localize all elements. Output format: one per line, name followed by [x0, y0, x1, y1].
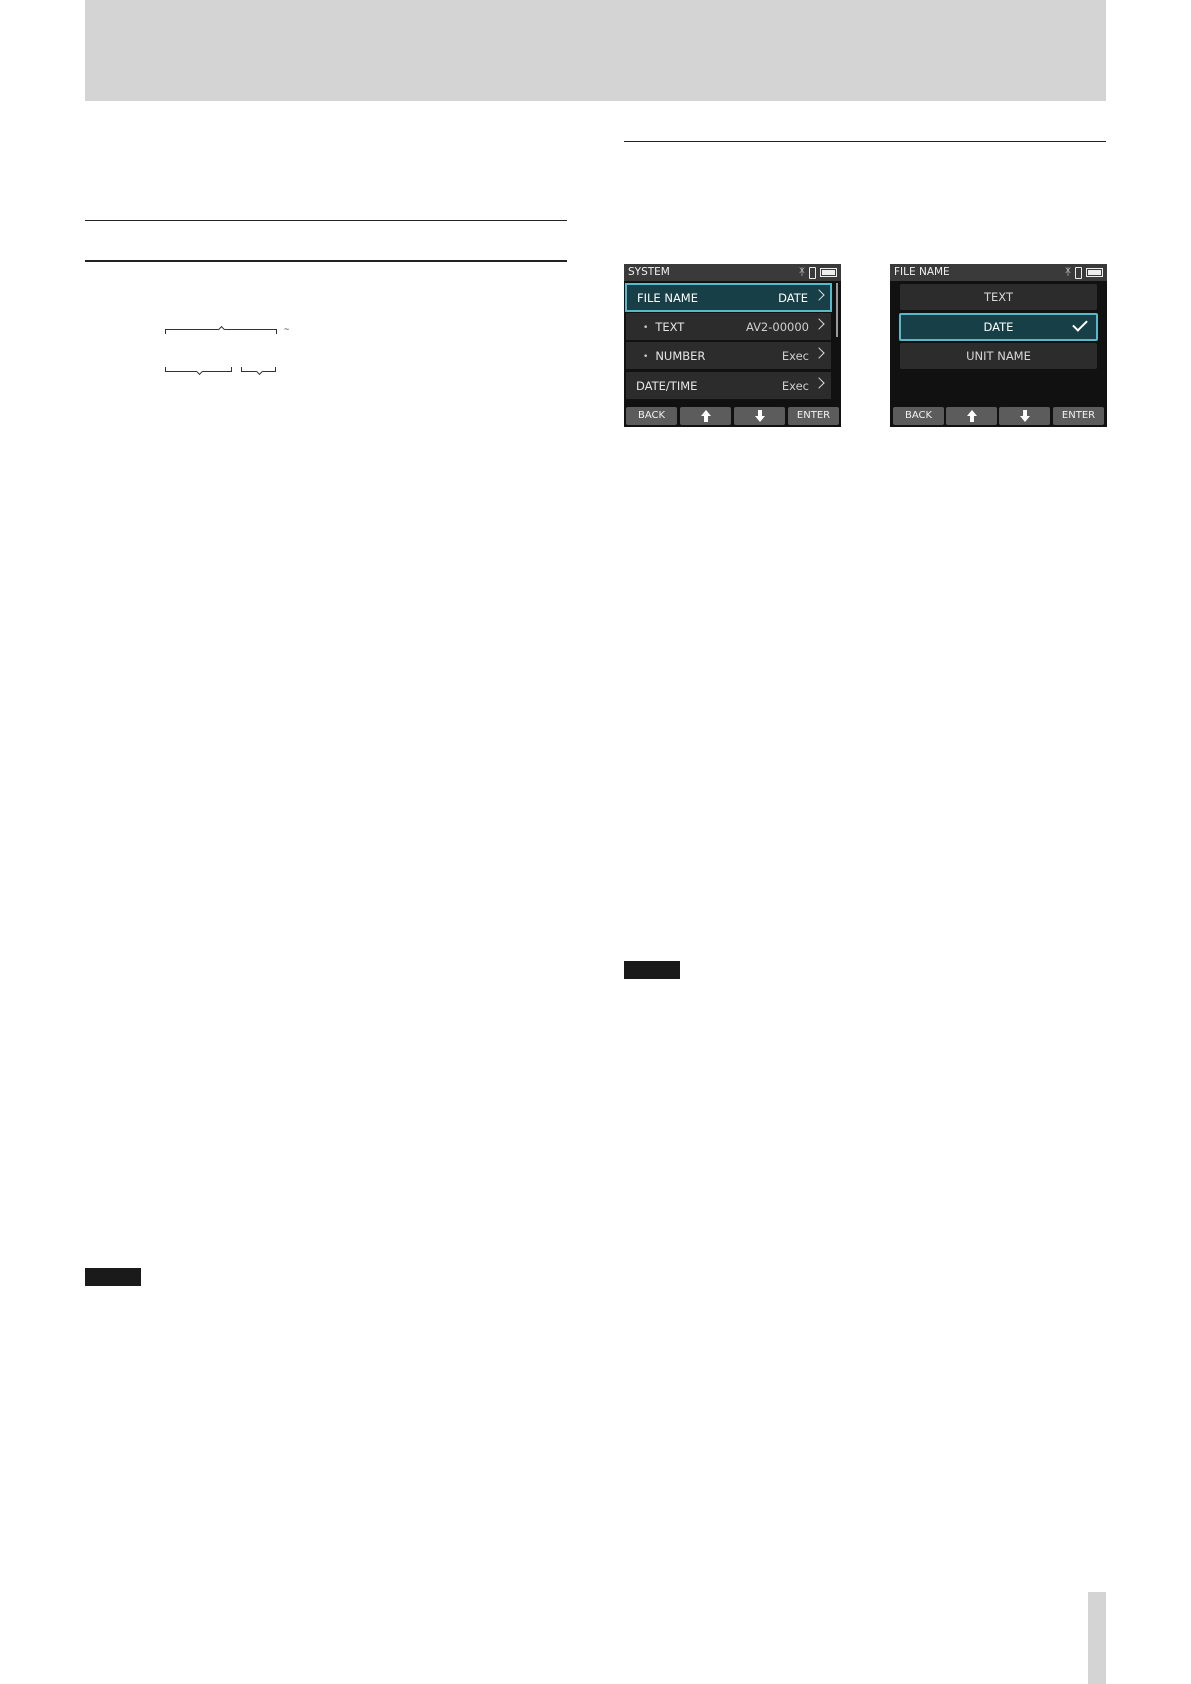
- file-name-screen: [890, 264, 1107, 427]
- option-label: DATE: [983, 320, 1014, 334]
- section-rule-left-top: [85, 220, 567, 221]
- scrollbar[interactable]: [836, 283, 838, 337]
- arrow-up-icon: [967, 410, 977, 422]
- status-icons: [799, 266, 837, 279]
- tilde-mark: ~: [284, 324, 290, 334]
- arrow-down-icon: [1020, 410, 1030, 422]
- screen-title: SYSTEM: [628, 266, 670, 278]
- chevron-right-icon: [813, 377, 824, 388]
- menu-item-number[interactable]: [626, 341, 831, 369]
- enter-button[interactable]: ENTER: [1053, 407, 1104, 425]
- menu-item-date-time[interactable]: [626, 371, 831, 399]
- arrow-up-icon: [701, 410, 711, 422]
- down-button[interactable]: [734, 407, 785, 425]
- battery-icon: [1086, 268, 1103, 277]
- note-tag: [624, 961, 680, 979]
- status-bar: [624, 264, 841, 281]
- chevron-right-icon: [813, 318, 824, 329]
- option-date[interactable]: [899, 313, 1098, 341]
- menu-item-file-name[interactable]: [625, 283, 832, 312]
- phone-icon: [1075, 267, 1082, 279]
- menu-item-text[interactable]: [626, 312, 831, 340]
- up-button[interactable]: [946, 407, 997, 425]
- option-text[interactable]: TEXT: [900, 284, 1097, 310]
- section-rule-left-bottom: [85, 260, 567, 262]
- arrow-down-icon: [755, 410, 765, 422]
- menu-item-value: DATE: [778, 291, 808, 305]
- menu-item-label: FILE NAME: [637, 291, 698, 305]
- menu-item-label: DATE/TIME: [636, 379, 698, 393]
- back-button[interactable]: BACK: [893, 407, 944, 425]
- note-tag: [85, 1268, 141, 1286]
- back-button[interactable]: BACK: [626, 407, 677, 425]
- menu-item-value: AV2-00000: [745, 320, 809, 334]
- bluetooth-icon: ᛡ: [1065, 266, 1071, 278]
- down-button[interactable]: [999, 407, 1050, 425]
- checkmark-icon: [1072, 316, 1088, 332]
- menu-item-label: • TEXT: [643, 320, 684, 334]
- bluetooth-icon: ᛡ: [799, 266, 805, 278]
- phone-icon: [809, 267, 816, 279]
- battery-icon: [820, 268, 837, 277]
- header-band: [85, 0, 1106, 101]
- brace-under-right: [241, 367, 276, 372]
- softkey-bar: [624, 404, 841, 427]
- status-bar: [890, 264, 1107, 281]
- chevron-right-icon: [813, 289, 824, 300]
- chevron-right-icon: [813, 347, 824, 358]
- menu-item-value: Exec: [781, 379, 809, 393]
- brace-over: [165, 329, 277, 334]
- brace-under-left: [165, 367, 232, 372]
- option-unit-name[interactable]: UNIT NAME: [900, 343, 1097, 369]
- status-icons: [1065, 266, 1103, 279]
- page-tab-marker: [1088, 1592, 1106, 1684]
- screen-title: FILE NAME: [894, 266, 950, 278]
- enter-button[interactable]: ENTER: [788, 407, 839, 425]
- softkey-bar: [890, 404, 1107, 427]
- menu-item-label: • NUMBER: [643, 349, 705, 363]
- system-screen: [624, 264, 841, 427]
- up-button[interactable]: [680, 407, 731, 425]
- menu-item-value: Exec: [781, 349, 809, 363]
- section-rule-right: [624, 141, 1106, 142]
